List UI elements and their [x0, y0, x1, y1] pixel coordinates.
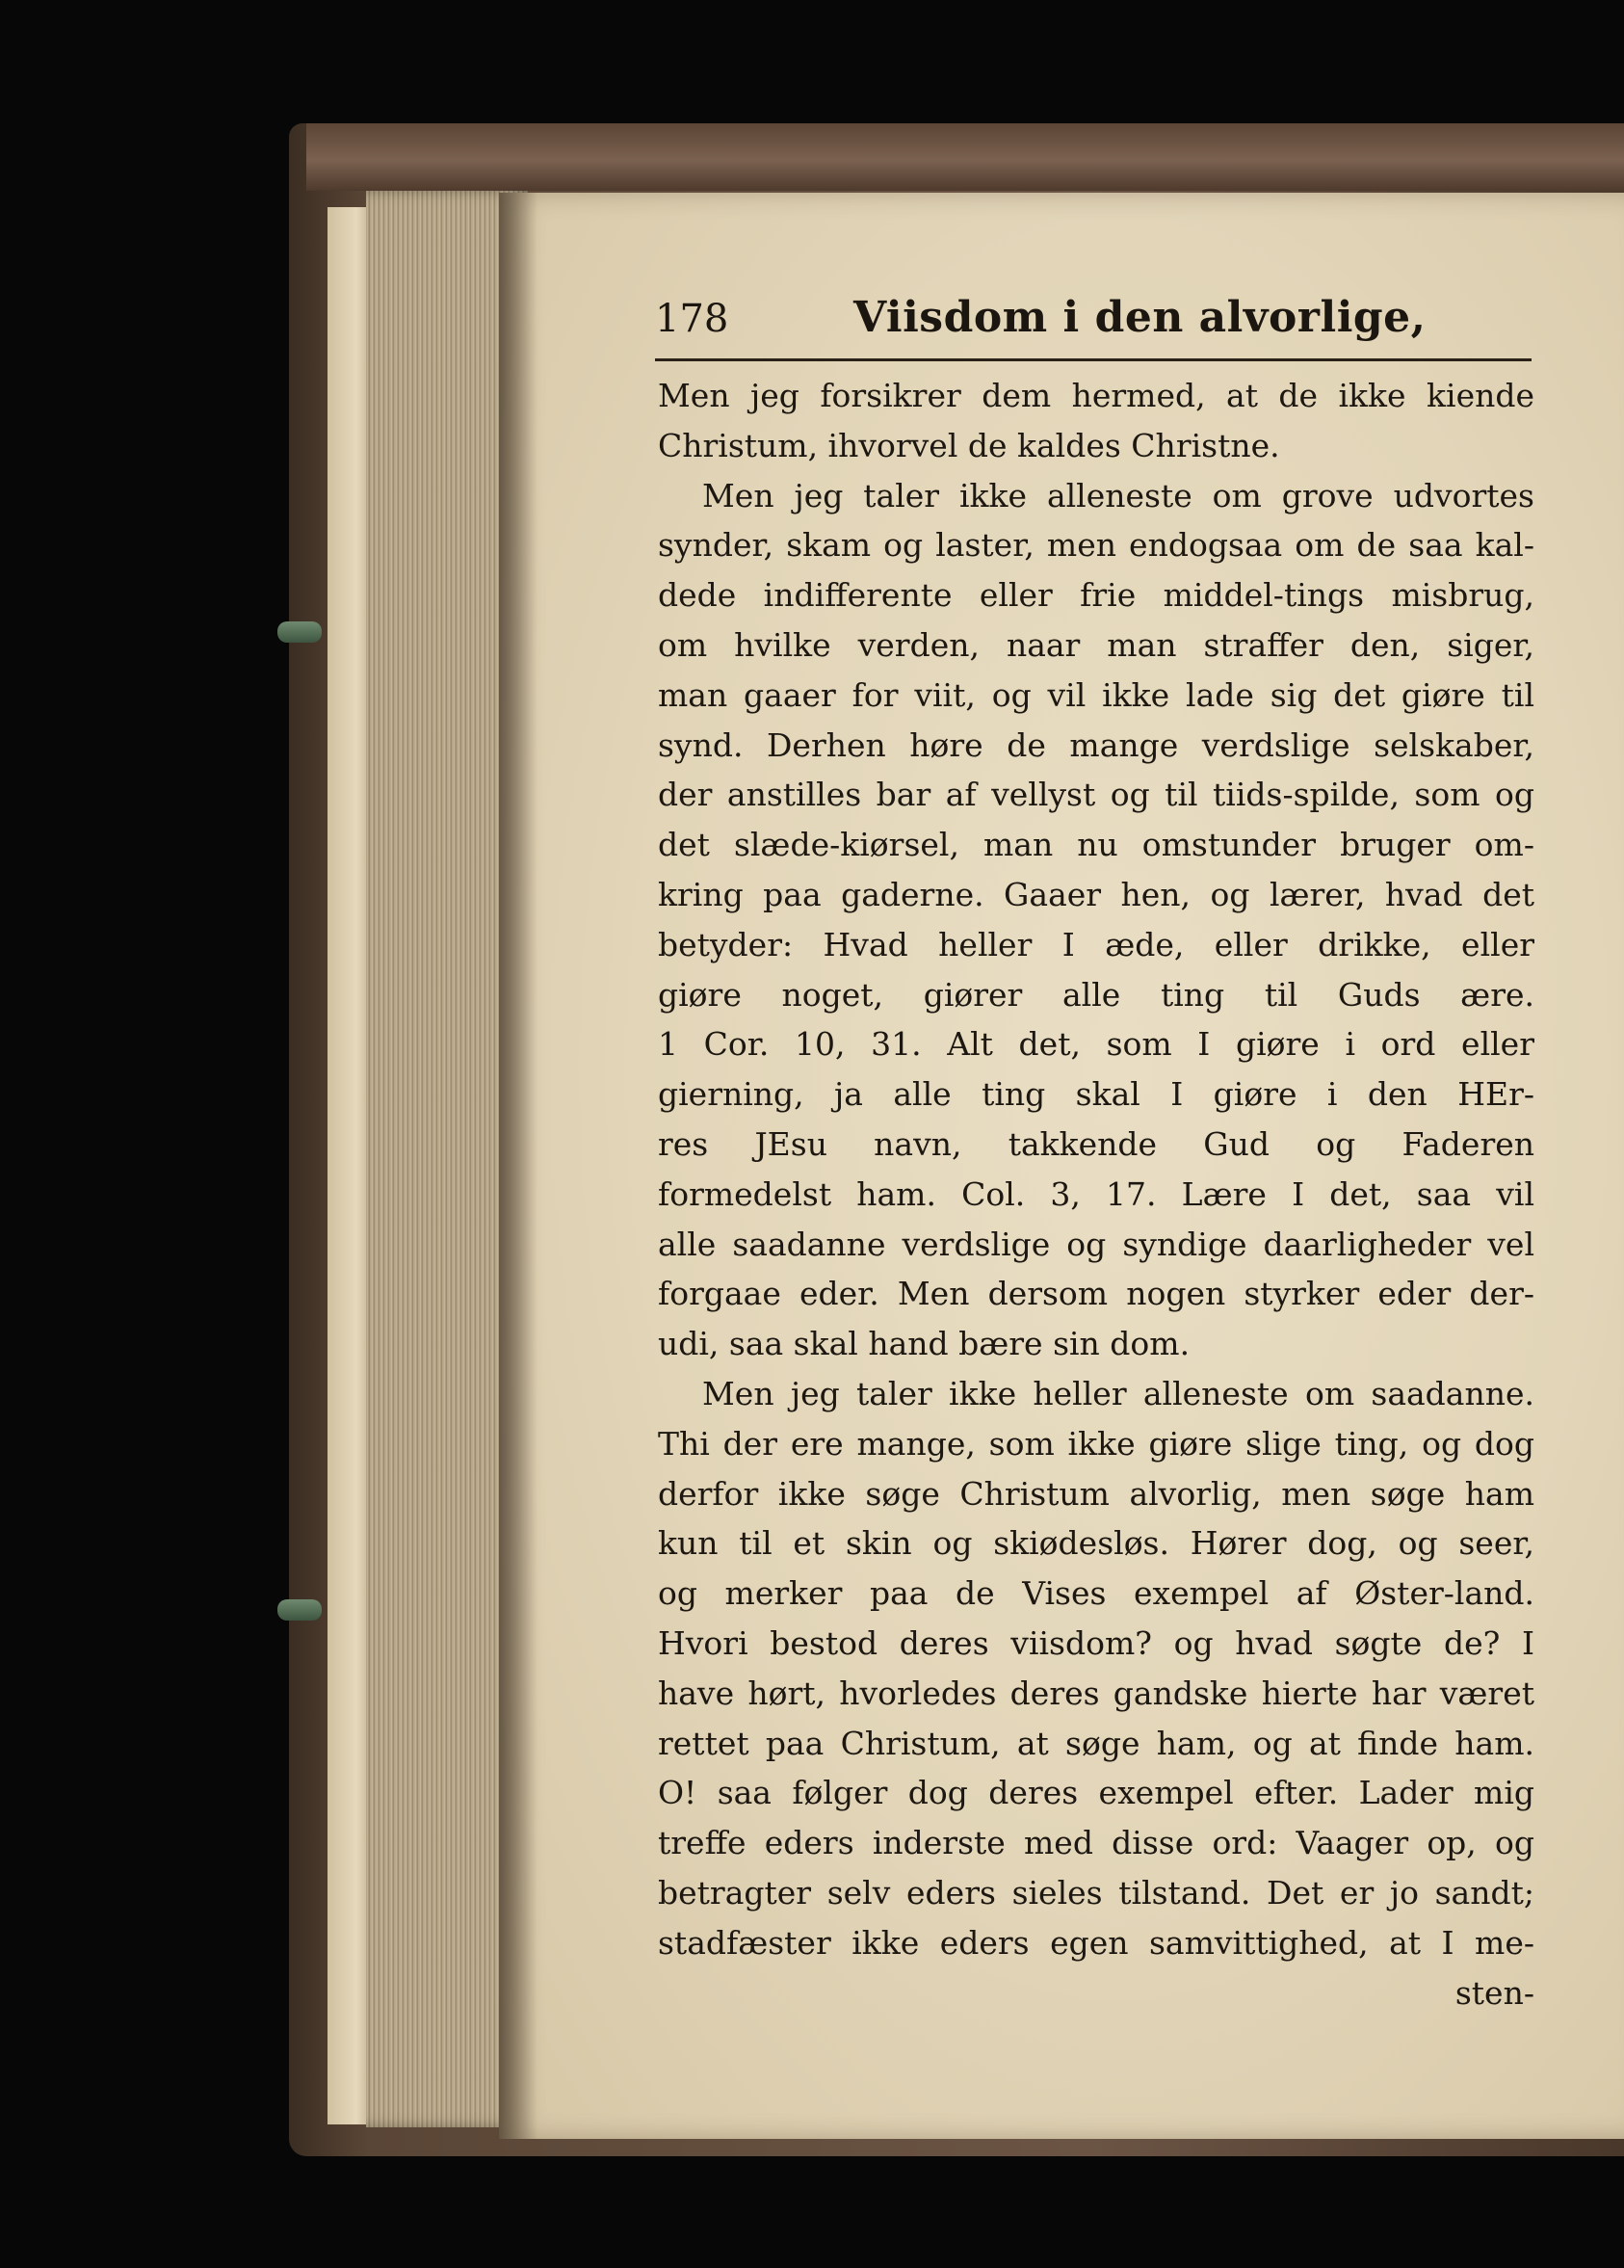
text-line: formedelst ham. Col. 3, 17. Lære I det, saa vil [658, 1174, 1534, 1213]
book-board-top [306, 123, 1624, 191]
text-line: man gaaer for viit, og vil ikke lade sig det giøre til [658, 675, 1534, 714]
text-line: Men jeg taler ikke heller alleneste om saadanne. [702, 1374, 1534, 1412]
text-line: have hørt, hvorledes deres gandske hierte har været [658, 1674, 1534, 1712]
text-line: gierning, ja alle ting skal I giøre i den HEr- [658, 1075, 1534, 1114]
text-line: 1 Cor. 10, 31. Alt det, som I giøre i ord eller [658, 1025, 1534, 1064]
text-line: alle saadanne verdslige og syndige daarligheder vel [658, 1225, 1534, 1263]
text-line: betyder: Hvad heller I æde, eller drikke, eller [658, 925, 1534, 963]
header-rule [655, 358, 1532, 361]
text-line: der anstilles bar af vellyst og til tiids-spilde, som og [658, 776, 1534, 814]
running-title: Viisdom i den alvorlige, [853, 293, 1427, 342]
text-line: Men jeg taler ikke alleneste om grove udvortes [702, 476, 1534, 514]
text-line: kring paa gaderne. Gaaer hen, og lærer, hvad det [658, 875, 1534, 913]
page-number: 178 [655, 297, 729, 341]
text-line: om hvilke verden, naar man straffer den, siger, [658, 625, 1534, 664]
text-line: det slæde-kiørsel, man nu omstunder bruger om- [658, 826, 1534, 864]
text-line: og merker paa de Vises exempel af Øster-land. [658, 1574, 1534, 1613]
text-line: derfor ikke søge Christum alvorlig, men søge ham [658, 1474, 1534, 1513]
text-line: kun til et skin og skiødesløs. Hører dog, og seer, [658, 1524, 1534, 1563]
text-line: giøre noget, giører alle ting til Guds ære. [658, 975, 1534, 1014]
text-line: Men jeg forsikrer dem hermed, at de ikke kiende [658, 377, 1534, 414]
text-line: stadfæster ikke eders egen samvittighed, at I me- [658, 1923, 1534, 1962]
text-line: synder, skam og laster, men endogsaa om de saa kal- [658, 526, 1534, 565]
text-line: forgaae eder. Men dersom nogen styrker eder der- [658, 1275, 1534, 1313]
clasp-icon [277, 621, 322, 643]
text-line: udi, saa skal hand bære sin dom. [658, 1325, 1191, 1363]
gutter-shadow [499, 193, 537, 2139]
catch-word: sten- [1454, 1973, 1534, 2012]
text-line: dede indifferente eller frie middel-tings misbrug, [658, 576, 1534, 615]
clasp-icon [277, 1599, 322, 1621]
text-line: synd. Derhen høre de mange verdslige selskaber, [658, 725, 1534, 764]
running-head [655, 293, 1532, 353]
text-line: betragter selv eders sieles tilstand. Det er jo sandt; [658, 1873, 1534, 1912]
text-line: treffe eders inderste med disse ord: Vaager op, og [658, 1824, 1534, 1862]
body-text [658, 371, 1534, 2017]
text-line: Christum, ihvorvel de kaldes Christne. [658, 426, 1280, 464]
text-line: res JEsu navn, takkende Gud og Faderen [658, 1124, 1534, 1163]
text-line: Hvori bestod deres viisdom? og hvad søgte de? I [658, 1623, 1534, 1662]
text-line: Thi der ere mange, som ikke giøre slige ting, og dog [658, 1424, 1534, 1463]
text-line: O! saa følger dog deres exempel efter. Lader mig [658, 1774, 1534, 1812]
text-line: rettet paa Christum, at søge ham, og at finde ham. [658, 1724, 1534, 1762]
